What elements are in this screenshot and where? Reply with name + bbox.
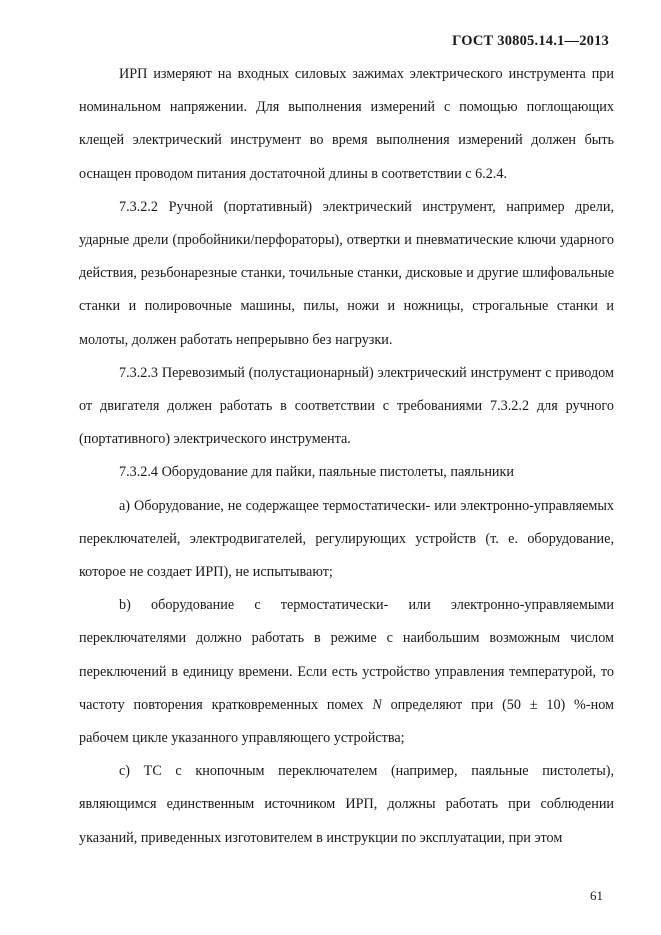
symbol-n: N (372, 696, 382, 713)
paragraph-item-c: c) ТС с кнопочным переключателем (например, паяльные пистолеты), являющимся единственным источником ИРП, должны работать при соблюдении указаний, приведенных изготовителем в инструкции по эксплуатации, при этом (79, 763, 614, 846)
paragraph-item-b (79, 589, 614, 755)
paragraph-item-a: а) Оборудование, не содержащее термостатически- или электронно-управляемых переключателей, электродвигателей, регулирующих устройств (т. е. оборудование, которое не создает ИРП), не испытывают; (79, 497, 614, 581)
paragraph-7-3-2-3: 7.3.2.3 Перевозимый (полустационарный) электрический инструмент с приводом от двигателя должен работать в соответствии с требованиями 7.3.2.2 для ручного (портативного) электрического инструмента. (79, 364, 614, 448)
page-number: 61 (590, 888, 603, 903)
paragraph-item-b-tail: определяют при (50 ± 10) %-ном рабочем цикле указанного управляющего устройства; (79, 696, 614, 747)
document-header: ГОСТ 30805.14.1—2013 (452, 33, 609, 49)
paragraph-7-3-2-4: 7.3.2.4 Оборудование для пайки, паяльные пистолеты, паяльники (119, 464, 514, 481)
paragraph-measurement: ИРП измеряют на входных силовых зажимах электрического инструмента при номинальном напряжении. Для выполнения измерений с помощью поглощающих клещей электрический инструмент во время выполнения измерений должен быть оснащен проводом питания достаточной длины в соответствии с 6.2.4. (79, 66, 614, 182)
paragraph-7-3-2-2: 7.3.2.2 Ручной (портативный) электрический инструмент, например дрели, ударные дрели (пробойники/перфораторы), отвертки и пневматические ключи ударного действия, резьбонарезные станки, точильные станки, дисковые и другие шлифовальные станки и полировочные машины, пилы, ножи и ножницы, строгальные станки и молоты, должен работать непрерывно без нагрузки. (79, 198, 614, 348)
document-body (79, 58, 614, 855)
paragraph-item-b-text: b) оборудование с термостатически- или электронно-управляемыми переключателями должно работать в режиме с наибольшим возможным числом переключений в единицу времени. Если есть устройство управления температурой, то частоту повторения кратковременных помех (79, 597, 614, 713)
